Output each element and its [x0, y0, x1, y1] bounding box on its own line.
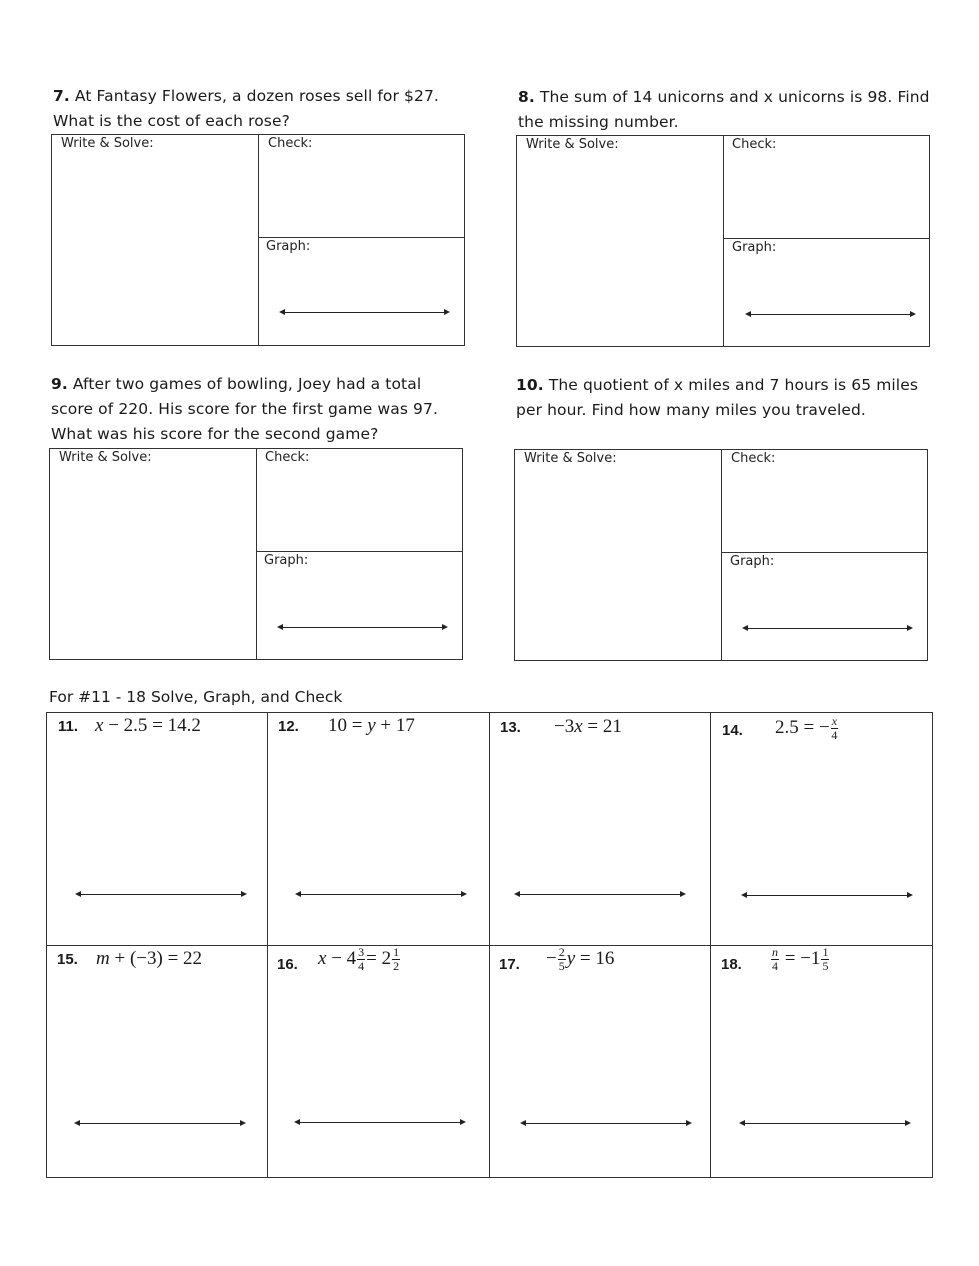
check-label: Check: [268, 136, 313, 151]
number-line[interactable] [297, 1122, 463, 1123]
cell-number: 17. [499, 956, 520, 973]
problem-text-line2: score of 220. His score for the first game was 97. [51, 400, 438, 418]
graph-label: Graph: [264, 553, 309, 568]
cell-18[interactable] [711, 946, 932, 1178]
graph-label: Graph: [732, 240, 777, 255]
cell-15[interactable] [47, 946, 267, 1178]
number-line[interactable] [742, 1123, 908, 1124]
number-line[interactable] [280, 627, 445, 628]
check-label: Check: [732, 137, 777, 152]
problem-10 [516, 373, 918, 423]
cell-11[interactable] [47, 713, 267, 945]
number-line[interactable] [298, 894, 464, 895]
number-line[interactable] [523, 1123, 689, 1124]
equation: m + (−3) = 22 [96, 948, 203, 969]
equation: 2.5 = − $\frac{x}{4}$ [775, 714, 838, 742]
problem-text-line2: the missing number. [518, 113, 679, 131]
number-line[interactable] [517, 894, 683, 895]
equation: 10 = y + 17 [328, 715, 415, 736]
problem-text: The sum of 14 unicorns and x unicorns is 98. Find [539, 88, 930, 106]
cell-number: 11. [58, 718, 79, 735]
equation-grid [46, 712, 933, 1178]
number-line[interactable] [744, 895, 910, 896]
cell-12[interactable] [268, 713, 489, 945]
graph-label: Graph: [266, 239, 311, 254]
cell-number: 15. [57, 951, 78, 968]
cell-17[interactable] [490, 946, 710, 1178]
equation: $\frac{n}{4}$ = −1 $\frac{1}{5}$ [772, 945, 829, 973]
number-line[interactable] [748, 314, 913, 315]
graph-label: Graph: [730, 554, 775, 569]
problem-8 [518, 85, 930, 135]
equation: x − 4 $\frac{3}{4}$ = 2 $\frac{1}{2}$ [318, 945, 400, 973]
cell-16[interactable] [268, 946, 489, 1178]
problem-text-line2: What is the cost of each rose? [53, 112, 290, 130]
problem-text: The quotient of x miles and 7 hours is 65 miles [548, 376, 919, 394]
problem-7 [53, 84, 439, 134]
problem-text-line2: per hour. Find how many miles you traveled. [516, 401, 866, 419]
equation: x − 2.5 = 14.2 [95, 715, 201, 736]
section-heading: For #11 - 18 Solve, Graph, and Check [49, 688, 343, 706]
answer-box-8[interactable] [516, 135, 930, 347]
check-label: Check: [265, 450, 310, 465]
cell-number: 13. [500, 719, 521, 736]
write-solve-label: Write & Solve: [524, 451, 617, 466]
number-line[interactable] [78, 894, 244, 895]
number-line[interactable] [282, 312, 447, 313]
write-solve-label: Write & Solve: [59, 450, 152, 465]
cell-number: 16. [277, 956, 298, 973]
answer-box-9[interactable] [49, 448, 463, 660]
problem-text-line3: What was his score for the second game? [51, 425, 379, 443]
write-solve-label: Write & Solve: [526, 137, 619, 152]
answer-box-10[interactable] [514, 449, 928, 661]
answer-box-7[interactable] [51, 134, 465, 346]
problem-text: After two games of bowling, Joey had a total [72, 375, 422, 393]
equation: −3x = 21 [554, 716, 622, 737]
cell-13[interactable] [490, 713, 710, 945]
number-line[interactable] [745, 628, 910, 629]
problem-number: 8. [518, 88, 535, 106]
problem-9 [51, 372, 438, 447]
equation: − $\frac{2}{5}$ y = 16 [546, 945, 615, 973]
problem-number: 10. [516, 376, 544, 394]
problem-number: 7. [53, 87, 70, 105]
write-solve-label: Write & Solve: [61, 136, 154, 151]
cell-number: 14. [722, 722, 743, 739]
check-label: Check: [731, 451, 776, 466]
number-line[interactable] [77, 1123, 243, 1124]
cell-14[interactable] [711, 713, 932, 945]
problem-text: At Fantasy Flowers, a dozen roses sell for $27. [74, 87, 439, 105]
problem-number: 9. [51, 375, 68, 393]
cell-number: 18. [721, 956, 742, 973]
cell-number: 12. [278, 718, 299, 735]
